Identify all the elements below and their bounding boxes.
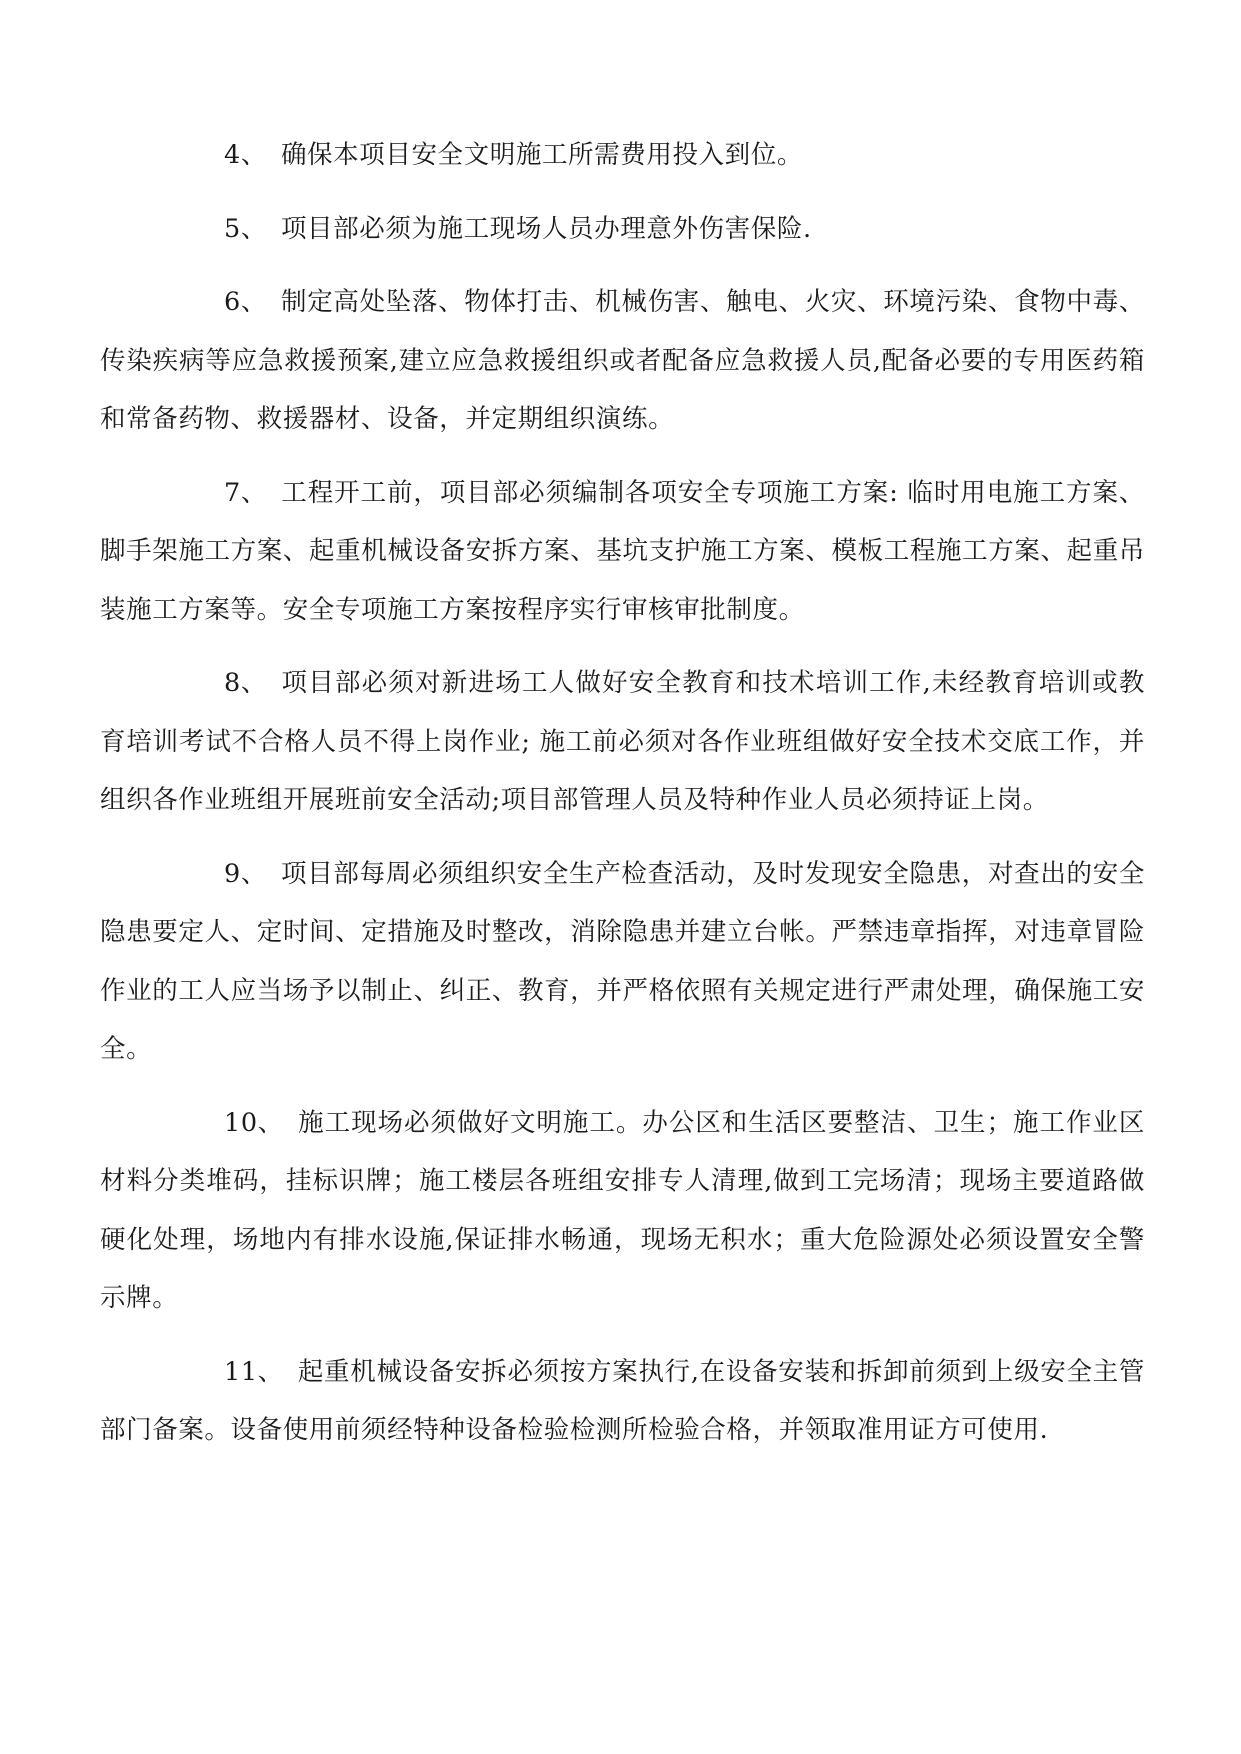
clause-number: 10、 [224,1107,284,1138]
clause-number: 11、 [224,1356,284,1387]
clause-text: 起重机械设备安拆必须按方案执行,在设备安装和拆卸前须到上级安全主管部门备案。设备使用前须经特种设备检验检测所检验合格，并领取准用证方可使用. [100,1356,1145,1445]
clause-number: 7、 [224,477,267,508]
clause-7 [100,464,1145,640]
clause-5 [100,200,1145,259]
clause-10 [100,1094,1145,1328]
document-body [100,126,1145,1475]
clause-text: 制定高处坠落、物体打击、机械伤害、触电、火灾、环境污染、食物中毒、传染疾病等应急救援预案,建立应急救援组织或者配备应急救援人员,配备必要的专用医药箱和常备药物、救援器材、设备，并定期组织演练。 [100,287,1145,434]
clause-9 [100,845,1145,1079]
clause-number: 5、 [224,213,267,244]
clause-text: 确保本项目安全文明施工所需费用投入到位。 [280,140,803,170]
clause-number: 8、 [224,668,267,698]
clause-number: 9、 [224,858,267,889]
clause-text: 项目部必须对新进场工人做好安全教育和技术培训工作,未经教育培训或教育培训考试不合格人员不得上岗作业; 施工前必须对各作业班组做好安全技术交底工作，并组织各作业班组开展班前安全活动;项目部管理人员及特种作业人员必须持证上岗。 [100,668,1145,815]
clause-6 [100,273,1145,449]
clause-text: 项目部必须为施工现场人员办理意外伤害保险. [280,213,812,244]
clause-text: 项目部每周必须组织安全生产检查活动，及时发现安全隐患，对查出的安全隐患要定人、定时间、定措施及时整改，消除隐患并建立台帐。严禁违章指挥，对违章冒险作业的工人应当场予以制止、纠正、教育，并严格依照有关规定进行严肃处理，确保施工安全。 [100,858,1145,1064]
clause-text: 施工现场必须做好文明施工。办公区和生活区要整洁、卫生；施工作业区材料分类堆码，挂标识牌；施工楼层各班组安排专人清理,做到工完场清；现场主要道路做硬化处理，场地内有排水设施,保证排水畅通，现场无积水；重大危险源处必须设置安全警示牌。 [100,1107,1145,1313]
clause-text: 工程开工前，项目部必须编制各项安全专项施工方案: 临时用电施工方案、脚手架施工方案、起重机械设备安拆方案、基坑支护施工方案、模板工程施工方案、起重吊装施工方案等。安全专项施工方案按程序实行审核审批制度。 [100,477,1145,625]
clause-number: 6、 [224,287,267,317]
clause-number: 4、 [224,140,267,170]
clause-8 [100,654,1145,830]
clause-4 [100,126,1145,185]
clause-11 [100,1343,1145,1460]
